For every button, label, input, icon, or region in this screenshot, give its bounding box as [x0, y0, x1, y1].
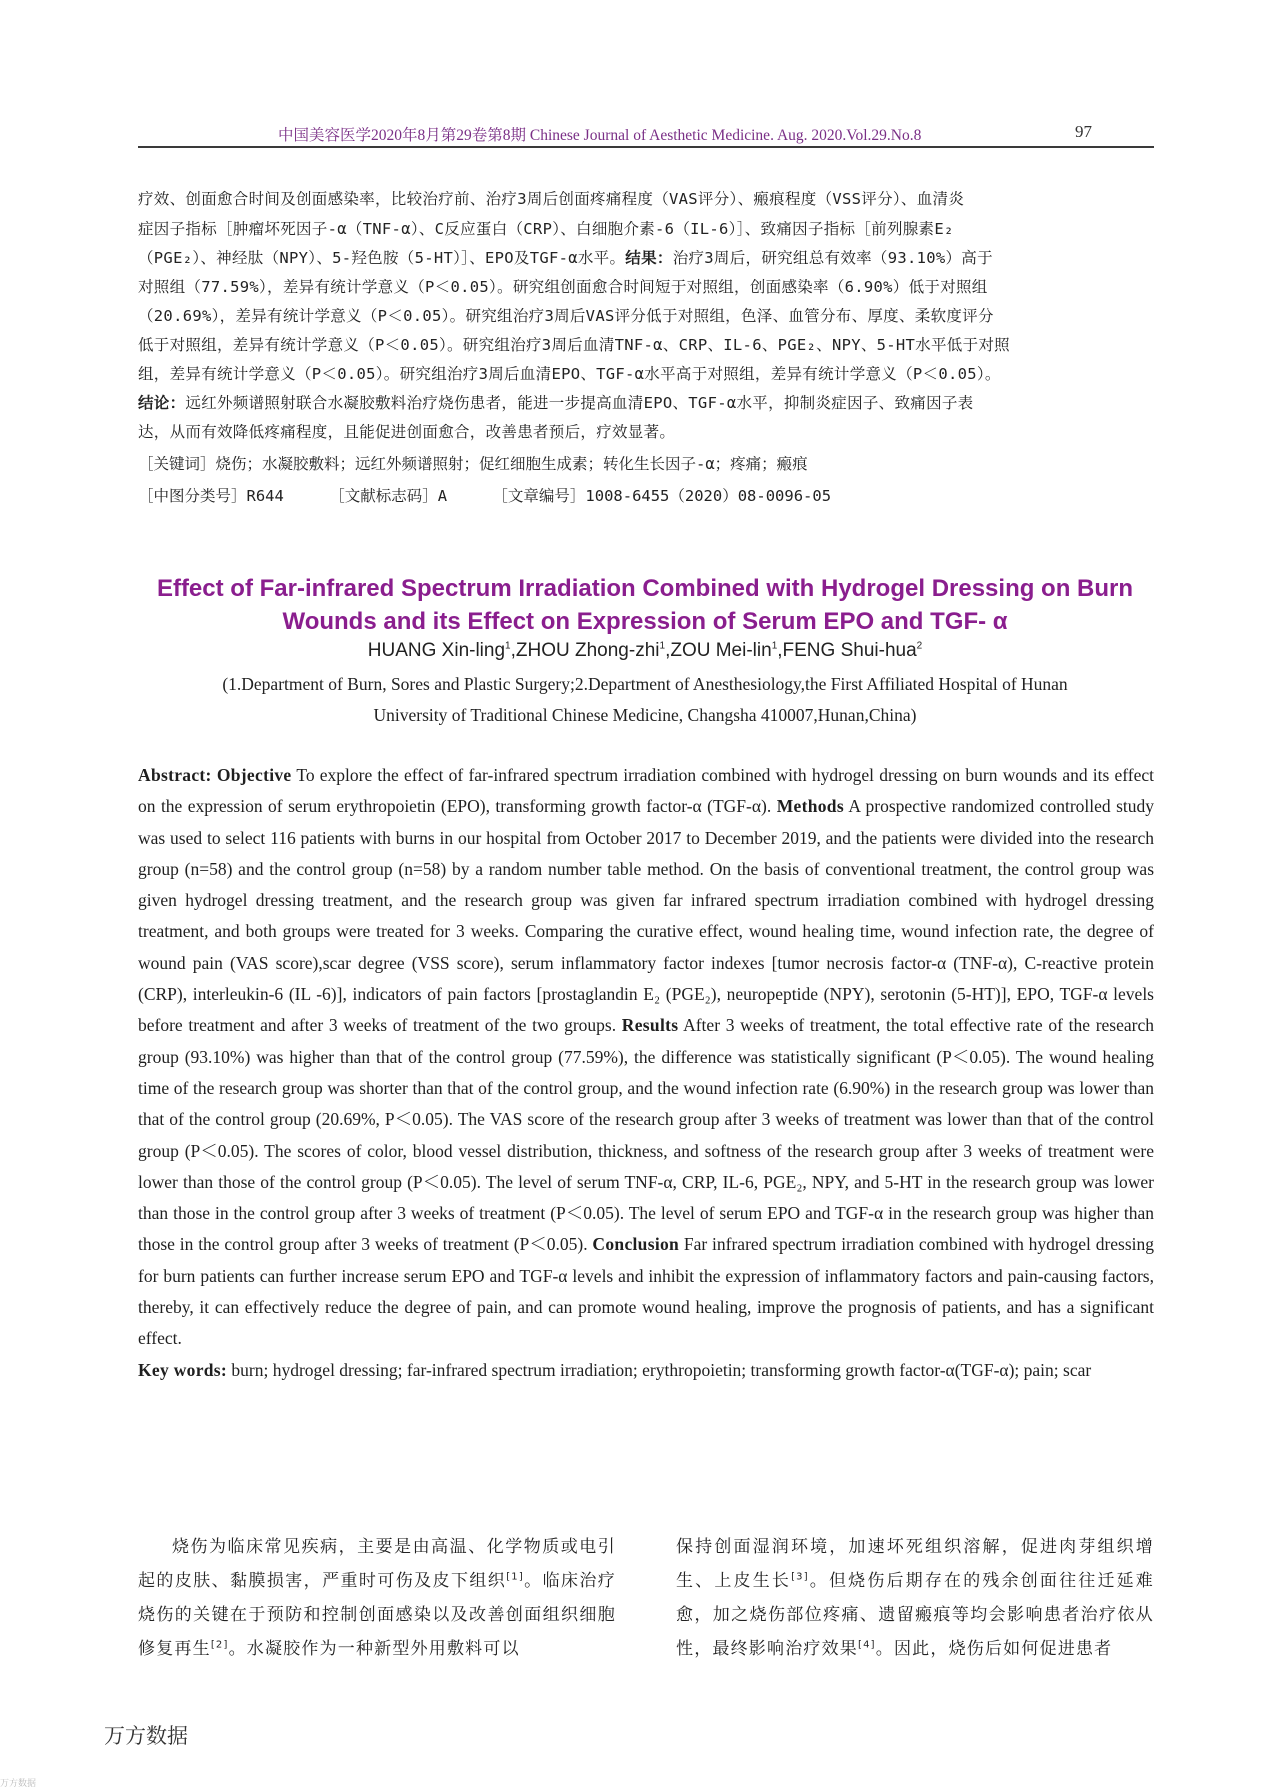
- affiliation-line: (1.Department of Burn, Sores and Plastic Surgery;2.Department of Anesthesiology,the First Affiliated Hospital of Hunan: [222, 674, 1068, 694]
- author-list: HUANG Xin-ling$^1$,ZHOU Zhong-zhi$^1$,ZOU Mei-lin$^1$,FENG Shui-hua$^2$: [367, 640, 923, 661]
- objective-label: Objective: [216, 765, 292, 785]
- cn-abstract-line: 对照组（77.59%），差异有统计学意义（P＜0.05）。研究组创面愈合时间短于对照组，创面感染率（6.90%）低于对照组: [138, 278, 988, 296]
- body-text: 。因此，烧伤后如何促进患者: [875, 1639, 1113, 1659]
- cn-keywords: [138, 452, 808, 474]
- watermark-text: 万方数据: [0, 1779, 37, 1789]
- cn-conclusion-label: 结论：: [138, 394, 186, 412]
- keywords-label: Key words:: [138, 1359, 228, 1380]
- body-text: 烧伤为临床常见疾病，主要是由高温、化学物质或电引起的皮肤、黏膜损害，严重时可伤及皮下组织: [138, 1537, 616, 1591]
- cn-abstract-line: （20.69%），差异有统计学意义（P＜0.05）。研究组治疗3周后VAS评分低于对照组，色泽、血管分布、厚度、柔软度评分: [138, 307, 994, 325]
- article-number-value: 1008-6455（2020）08-0096-05: [585, 487, 832, 505]
- conclusion-text: Far infrared spectrum irradiation combined with hydrogel dressing for burn patients can further increase serum EPO and TGF-α levels and inhibit the expression of inflammatory factors and pain-causing factors, thereby, it can effectively reduce the degree of pain, and can promote wound healing, improve the prognosis of patients, and has a significant effect.: [138, 1234, 1155, 1349]
- cn-abstract-line: 症因子指标［肿瘤坏死因子-α（TNF-α）、C反应蛋白（CRP）、白细胞介素-6（IL-6）］、致痛因子指标［前列腺素E₂: [138, 220, 954, 238]
- cn-keywords-text: 烧伤；水凝胶敷料；远红外频谱照射；促红细胞生成素；转化生长因子-α；疼痛；瘢痕: [215, 455, 808, 473]
- cn-abstract-line: 达，从而有效降低疼痛程度，且能促进创面愈合，改善患者预后，疗效显著。: [138, 423, 676, 441]
- cn-keywords-label: ［关键词］: [138, 455, 216, 473]
- citation: [4]: [858, 1639, 876, 1651]
- results-label: Results: [621, 1015, 679, 1036]
- author-name: ZHOU Zhong-zhi: [515, 640, 660, 661]
- citation: [2]: [210, 1639, 229, 1651]
- doc-code-value: A: [437, 487, 448, 505]
- keywords-text: burn; hydrogel dressing; far-infrared spectrum irradiation; erythropoietin; transforming growth factor-α(TGF-α); pain; scar: [231, 1359, 1092, 1380]
- cn-abstract-line: [138, 246, 1154, 268]
- clc-label: ［中图分类号］: [138, 487, 247, 505]
- author-name: FENG Shui-hua: [782, 640, 917, 661]
- cn-abstract-line: 疗效、创面愈合时间及创面感染率，比较治疗前、治疗3周后创面疼痛程度（VAS评分）、瘢痕程度（VSS评分）、血清炎: [138, 190, 965, 208]
- cn-abstract-text: 远红外频谱照射联合水凝胶敷料治疗烧伤患者，能进一步提高血清EPO、TGF-α水平，抑制炎症因子、致痛因子表: [185, 394, 974, 412]
- body-text: 。水凝胶作为一种新型外用敷料可以: [228, 1639, 520, 1659]
- cn-abstract-line: [138, 391, 1154, 413]
- methods-text: A prospective randomized controlled study was used to select 116 patients with burns in our hospital from October 2017 to December 2019, and the patients were divided into the research group (n=58) and the control group (n=58) by a random number table method. On the basis of conventional treatment, the control group was given hydrogel dressing treatment, and the research group was given far infrared spectrum irradiation combined with hydrogel dressing treatment, and both groups were treated for 3 weeks. Comparing the curative effect, wound healing time, wound infection rate, the degree of wound pain (VAS score),scar degree (VSS score), serum inflammatory factor indexes [tumor necrosis factor-α (TNF-α), C-reactive protein (CRP), interleukin-6 (IL -6)], indicators of pain factors [prostaglandin E₂ (PGE₂), neuropeptide (NPY), serotonin (5-HT)], EPO, TGF-α levels before treatment and after 3 weeks of treatment of the two groups.: [138, 796, 1155, 1036]
- conclusion-label: Conclusion: [592, 1234, 680, 1255]
- objective-text: To explore the effect of far-infrared spectrum irradiation combined with hydrogel dressing on burn wounds and its effect on the expression of serum erythropoietin (EPO), transforming growth factor-α (TGF-α).: [138, 765, 1155, 817]
- body-column-right: [676, 1530, 1154, 1666]
- running-header: [138, 122, 1154, 148]
- body-column-left: [138, 1530, 616, 1666]
- english-abstract: [138, 760, 1154, 1386]
- body-text: 。临床治疗烧伤的关键在于预防和控制创面感染以及改善创面组织细胞修复再生: [138, 1571, 616, 1659]
- body-text: 保持创面湿润环境，加速坏死组织溶解，促进肉芽组织增生、上皮生长: [676, 1537, 1154, 1591]
- clc-value: R644: [246, 487, 284, 505]
- cn-abstract-text: 治疗3周后，研究组总有效率（93.10%）高于: [672, 249, 993, 267]
- journal-title: 中国美容医学2020年8月第29卷第8期 Chinese Journal of Aesthetic Medicine. Aug. 2020.Vol.29.No.8: [278, 127, 922, 144]
- cn-classification: [138, 484, 831, 506]
- cn-abstract-line: 低于对照组，差异有统计学意义（P＜0.05）。研究组治疗3周后血清TNF-α、CRP、IL-6、PGE₂、NPY、5-HT水平低于对照: [138, 336, 1010, 354]
- author-name: HUANG Xin-ling: [367, 640, 506, 661]
- page-number: 97: [1075, 122, 1092, 141]
- article-number-label: ［文章编号］: [492, 487, 586, 505]
- author-name: ZOU Mei-lin: [670, 640, 772, 661]
- cn-results-label: 结果：: [625, 249, 673, 267]
- citation: [3]: [791, 1571, 809, 1583]
- body-text: 。但烧伤后期存在的残余创面往往迁延难愈，加之烧伤部位疼痛、遗留瘢痕等均会影响患者治疗依从性，最终影响治疗效果: [676, 1571, 1154, 1659]
- cn-abstract-text: （PGE₂）、神经肽（NPY）、5-羟色胺（5-HT）］、EPO及TGF-α水平。: [138, 249, 626, 267]
- article-title-line: Wounds and its Effect on Expression of Serum EPO and TGF- α: [282, 608, 1008, 635]
- cn-abstract-line: 组，差异有统计学意义（P＜0.05）。研究组治疗3周后血清EPO、TGF-α水平高于对照组，差异有统计学意义（P＜0.05）。: [138, 365, 1001, 383]
- citation: [1]: [506, 1571, 524, 1583]
- methods-label: Methods: [776, 796, 844, 817]
- doc-code-label: ［文献标志码］: [329, 487, 438, 505]
- article-title-line: Effect of Far-infrared Spectrum Irradiation Combined with Hydrogel Dressing on Burn: [156, 575, 1134, 602]
- results-text: After 3 weeks of treatment, the total effective rate of the research group (93.10%) was higher than that of the control group (77.59%), the difference was statistically significant (P＜0.05). The wound healing time of the research group was shorter than that of the control group, and the wound infection rate (6.90%) in the research group was lower than that of the control group (20.69%, P＜0.05). The VAS score of the research group after 3 weeks of treatment was lower than that of the control group (P＜0.05). The scores of color, blood vessel distribution, thickness, and softness of the research group after 3 weeks of treatment were lower than those of the control group (P＜0.05). The level of serum TNF-α, CRP, IL-6, PGE₂, NPY, and 5-HT in the research group was lower than those in the control group after 3 weeks of treatment (P＜0.05). The level of serum EPO and TGF-α in the research group was higher than those in the control group after 3 weeks of treatment (P＜0.05).: [138, 1015, 1154, 1255]
- affiliation-line: University of Traditional Chinese Medicine, Changsha 410007,Hunan,China): [373, 705, 917, 725]
- source-footer: 万方数据: [104, 1724, 188, 1748]
- abstract-label: Abstract:: [138, 765, 212, 785]
